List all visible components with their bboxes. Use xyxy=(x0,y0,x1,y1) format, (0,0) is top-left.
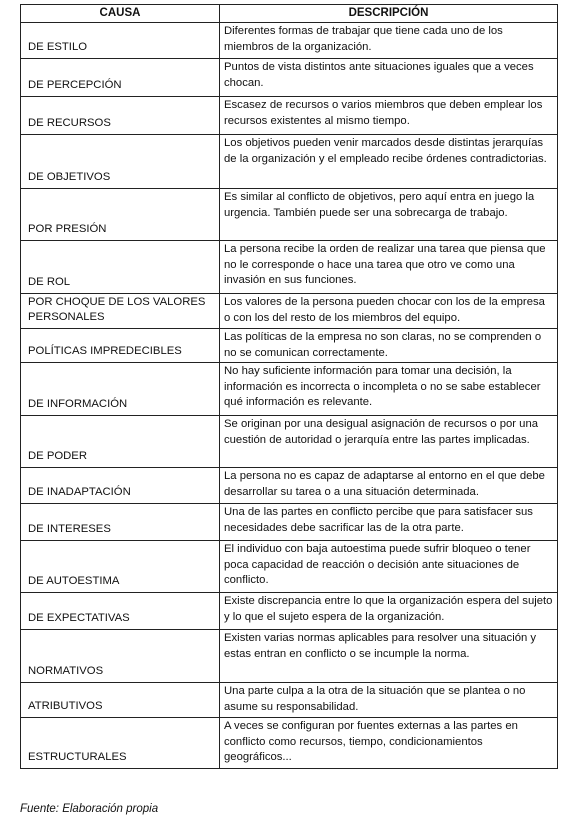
description-cell: Una de las partes en conflicto percibe que para satisfacer sus necesidades debe sacrificar las de la otra parte. xyxy=(220,504,558,541)
table-row xyxy=(21,59,558,97)
cause-cell: POR CHOQUE DE LOS VALORES PERSONALES xyxy=(21,294,220,329)
table-row xyxy=(21,241,558,294)
cause-cell: NORMATIVOS xyxy=(21,630,220,683)
table-row xyxy=(21,189,558,241)
cause-cell: DE INTERESES xyxy=(21,504,220,541)
cause-cell: DE INADAPTACIÓN xyxy=(21,468,220,504)
table-row xyxy=(21,468,558,504)
cause-cell: POLÍTICAS IMPREDECIBLES xyxy=(21,329,220,363)
description-cell: No hay suficiente información para tomar una decisión, la información es incorrecta o incompleta o no se sabe establecer qué información es relevante. xyxy=(220,363,558,416)
description-cell: Existe discrepancia entre lo que la organización espera del sujeto y lo que el sujeto espera de la organización. xyxy=(220,593,558,630)
cause-cell: DE AUTOESTIMA xyxy=(21,541,220,593)
cause-cell: DE ROL xyxy=(21,241,220,294)
description-cell: La persona recibe la orden de realizar una tarea que piensa que no le corresponde o hace una tarea que otro ve como una invasión en sus funciones. xyxy=(220,241,558,294)
table-row xyxy=(21,718,558,769)
description-cell: Escasez de recursos o varios miembros que deben emplear los recursos existentes al mismo tiempo. xyxy=(220,97,558,135)
table-row xyxy=(21,294,558,329)
description-cell: Una parte culpa a la otra de la situación que se plantea o no asume su responsabilidad. xyxy=(220,683,558,718)
description-cell: Diferentes formas de trabajar que tiene cada uno de los miembros de la organización. xyxy=(220,23,558,59)
table-body xyxy=(21,23,558,769)
cause-cell: DE PODER xyxy=(21,416,220,468)
source-caption: Fuente: Elaboración propia xyxy=(20,803,159,815)
header-descripcion: DESCRIPCIÓN xyxy=(220,5,558,23)
cause-cell: DE RECURSOS xyxy=(21,97,220,135)
table-row xyxy=(21,541,558,593)
description-cell: Se originan por una desigual asignación de recursos o por una cuestión de autoridad o jerarquía entre las partes implicadas. xyxy=(220,416,558,468)
table-row xyxy=(21,630,558,683)
cause-cell: ATRIBUTIVOS xyxy=(21,683,220,718)
cause-cell: DE INFORMACIÓN xyxy=(21,363,220,416)
table-row xyxy=(21,683,558,718)
cause-cell: ESTRUCTURALES xyxy=(21,718,220,769)
description-cell: El individuo con baja autoestima puede sufrir bloqueo o tener poca capacidad de reacción o decisión ante situaciones de conflicto. xyxy=(220,541,558,593)
cause-cell: DE OBJETIVOS xyxy=(21,135,220,189)
table-row xyxy=(21,97,558,135)
description-cell: La persona no es capaz de adaptarse al entorno en el que debe desarrollar su tarea o a una situación determinada. xyxy=(220,468,558,504)
table-row xyxy=(21,135,558,189)
description-cell: Los valores de la persona pueden chocar con los de la empresa o con los del resto de los miembros del equipo. xyxy=(220,294,558,329)
table-row xyxy=(21,329,558,363)
table-row xyxy=(21,504,558,541)
causes-table-container xyxy=(20,4,557,769)
header-causa: CAUSA xyxy=(21,5,220,23)
table-header-row xyxy=(21,5,558,23)
description-cell: Las políticas de la empresa no son claras, no se comprenden o no se comunican correctamente. xyxy=(220,329,558,363)
table-row xyxy=(21,593,558,630)
conflict-causes-table xyxy=(20,4,558,769)
cause-cell: DE ESTILO xyxy=(21,23,220,59)
description-cell: Los objetivos pueden venir marcados desde distintas jerarquías de la organización y el empleado recibe órdenes contradictorias. xyxy=(220,135,558,189)
table-row xyxy=(21,363,558,416)
table-row xyxy=(21,416,558,468)
table-row xyxy=(21,23,558,59)
cause-cell: DE PERCEPCIÓN xyxy=(21,59,220,97)
description-cell: Existen varias normas aplicables para resolver una situación y estas entran en conflicto o se incumple la norma. xyxy=(220,630,558,683)
description-cell: A veces se configuran por fuentes externas a las partes en conflicto como recursos, tiempo, condicionamientos geográficos... xyxy=(220,718,558,769)
cause-cell: DE EXPECTATIVAS xyxy=(21,593,220,630)
cause-cell: POR PRESIÓN xyxy=(21,189,220,241)
description-cell: Puntos de vista distintos ante situaciones iguales que a veces chocan. xyxy=(220,59,558,97)
description-cell: Es similar al conflicto de objetivos, pero aquí entra en juego la urgencia. También puede ser una sobrecarga de trabajo. xyxy=(220,189,558,241)
